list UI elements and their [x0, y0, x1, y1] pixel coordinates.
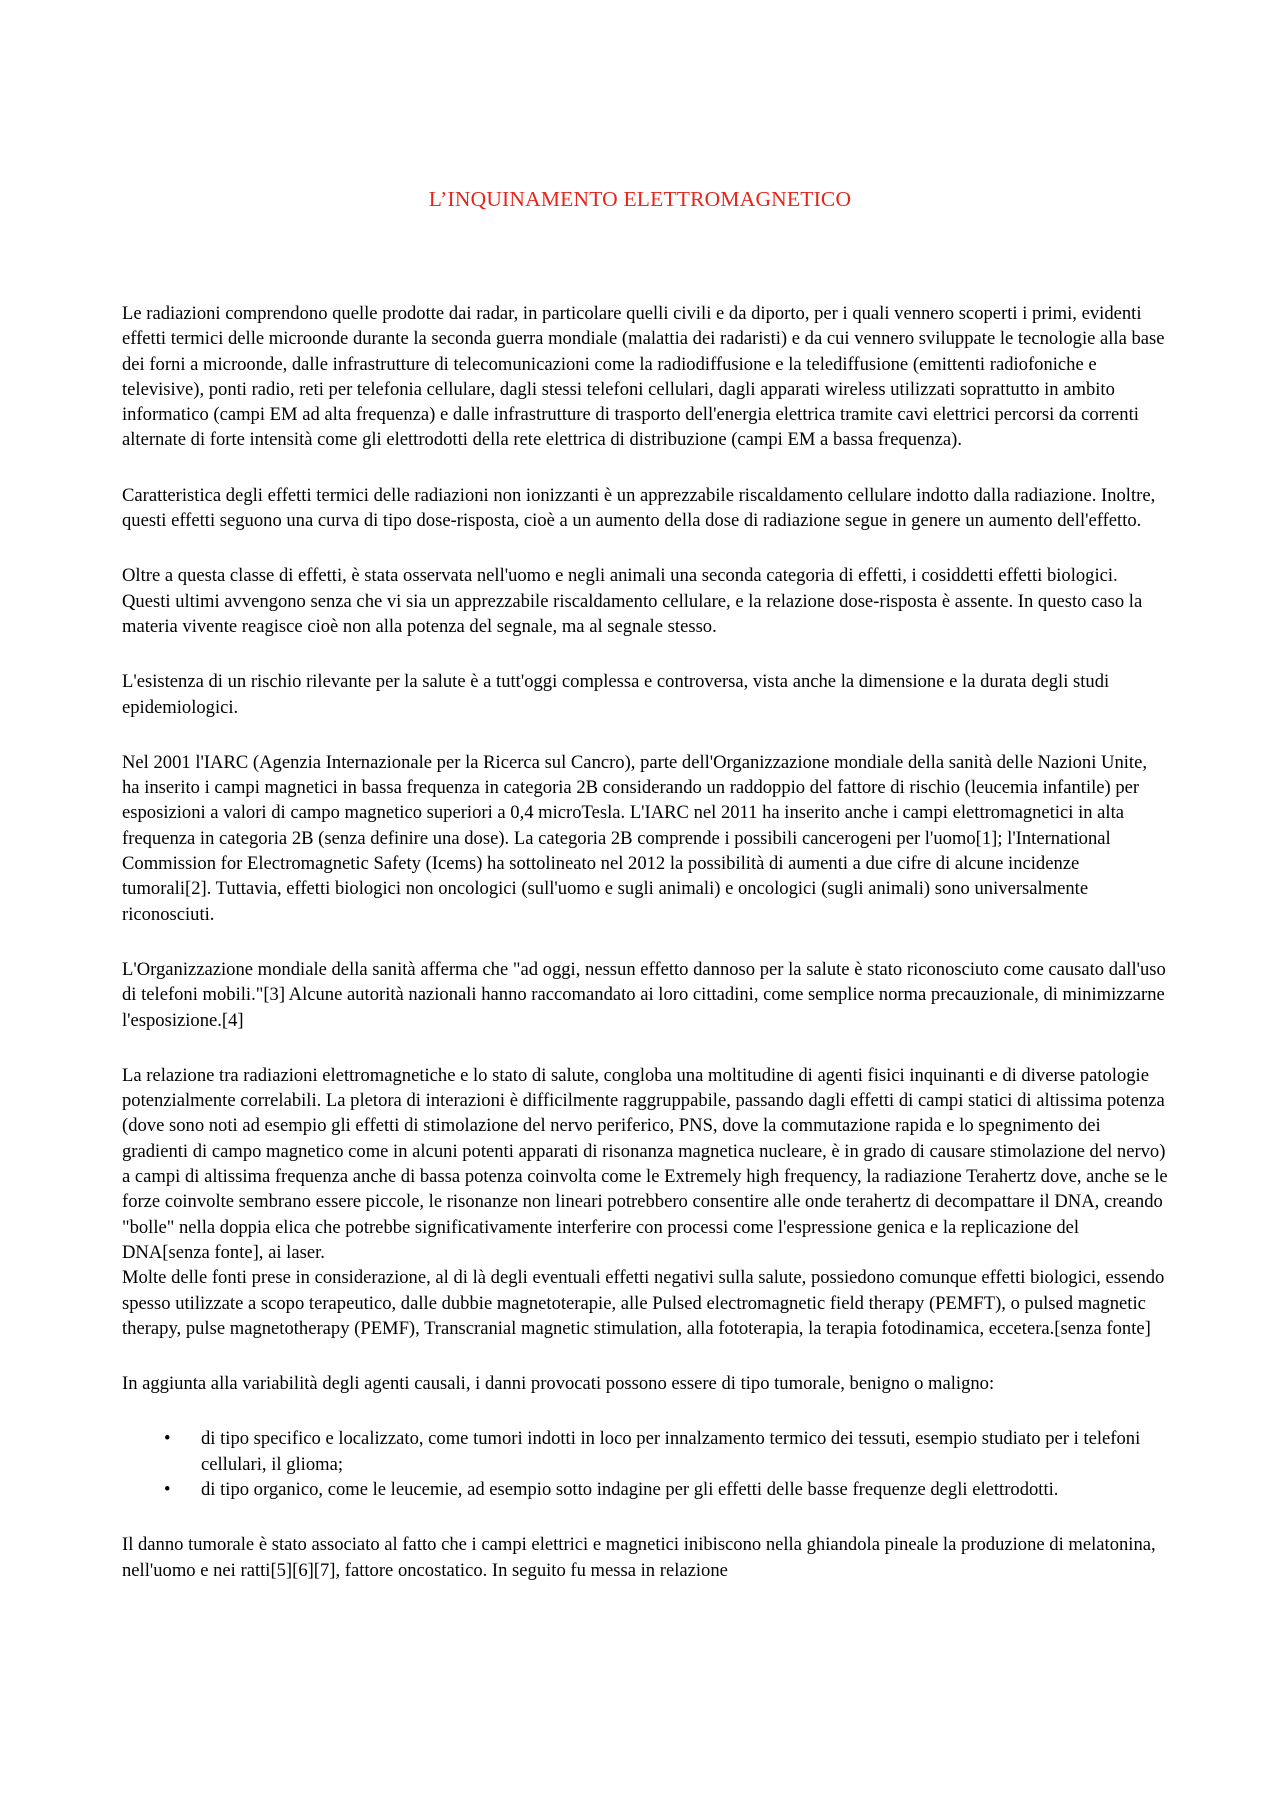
paragraph-biological-effects: Oltre a questa classe di effetti, è stata osservata nell'uomo e negli animali una seconda categoria di effetti, i cosiddetti effetti biologici. Questi ultimi avvengono senza che vi sia un apprezzabile riscaldamento cellulare, e la relazione dose-risposta è assente. In questo caso la materia vivente reagisce cioè non alla potenza del segnale, ma al segnale stesso.: [122, 565, 1143, 637]
bullet-icon: •: [164, 1478, 171, 1500]
list-item: [122, 1426, 1168, 1477]
paragraph-iarc: Nel 2001 l'IARC (Agenzia Internazionale per la Ricerca sul Cancro), parte dell'Organizzazione mondiale della sanità delle Nazioni Unite, ha inserito i campi magnetici in bassa frequenza in categoria 2B considerando un raddoppio del fattore di rischio (leucemia infantile) per esposizioni a valori di campo magnetico superiori a 0,4 microTesla. L'IARC nel 2011 ha inserito anche i campi elettromagnetici in alta frequenza in categoria 2B (senza definire una dose). La categoria 2B comprende i possibili cancerogeni per l'uomo[1]; l'International Commission for Electromagnetic Safety (Icems) ha sottolineato nel 2012 la possibilità di aumenti a due cifre di alcune incidenze tumorali[2]. Tuttavia, effetti biologici non oncologici (sull'uomo e sugli animali) e oncologici (sugli animali) sono universalmente riconosciuti.: [122, 751, 1147, 925]
paragraph-who: L'Organizzazione mondiale della sanità afferma che "ad oggi, nessun effetto dannoso per la salute è stato riconosciuto come causato dall'uso di telefoni mobili."[3] Alcune autorità nazionali hanno raccomandato ai loro cittadini, come semplice norma precauzionale, di minimizzarne l'esposizione.[4]: [122, 958, 1166, 1031]
damage-list: [122, 1426, 1168, 1502]
bullet-icon: •: [164, 1428, 171, 1450]
page-title: L’INQUINAMENTO ELETTROMAGNETICO: [428, 187, 852, 211]
paragraph-damage-intro: In aggiunta alla variabilità degli agenti causali, i danni provocati possono essere di tipo tumorale, benigno o maligno:: [122, 1373, 995, 1395]
document-body: [122, 301, 1168, 1613]
paragraph-therapeutic-use: Molte delle fonti prese in considerazione, al di là degli eventuali effetti negativi sulla salute, possiedono comunque effetti biologici, essendo spesso utilizzate a scopo terapeutico, dalle dubbie magnetoterapie, alle Pulsed electromagnetic field therapy (PEMFT), o pulsed magnetic therapy, pulse magnetotherapy (PEMF), Transcranial magnetic stimulation, alla fototerapia, la terapia fotodinamica, eccetera.[senza fonte]: [122, 1267, 1165, 1339]
paragraph-melatonin: Il danno tumorale è stato associato al fatto che i campi elettrici e magnetici inibiscono nella ghiandola pineale la produzione di melatonina, nell'uomo e nei ratti[5][6][7], fattore oncostatico. In seguito fu messa in relazione: [122, 1534, 1156, 1581]
list-item: [122, 1477, 1168, 1502]
paragraph-thermal-effects: Caratteristica degli effetti termici delle radiazioni non ionizzanti è un apprezzabile riscaldamento cellulare indotto dalla radiazione. Inoltre, questi effetti seguono una curva di tipo dose-risposta, cioè a un aumento della dose di radiazione segue in genere un aumento dell'effetto.: [122, 484, 1156, 532]
list-item-text: di tipo organico, come le leucemie, ad esempio sotto indagine per gli effetti delle basse frequenze degli elettrodotti.: [201, 1478, 1059, 1500]
list-item-text: di tipo specifico e localizzato, come tumori indotti in loco per innalzamento termico dei tessuti, esempio studiato per i telefoni cellulari, il glioma;: [201, 1428, 1141, 1475]
paragraph-health-relation: La relazione tra radiazioni elettromagnetiche e lo stato di salute, congloba una moltitudine di agenti fisici inquinanti e di diverse patologie potenzialmente correlabili. La pletora di interazioni è difficilmente raggruppabile, passando dagli effetti di campi statici di altissima potenza (dove sono noti ad esempio gli effetti di stimolazione del nervo periferico, PNS, dove la commutazione rapida e lo spegnimento dei gradienti di campo magnetico come in alcuni potenti apparati di risonanza magnetica nucleare, è in grado di causare stimolazione del nervo) a campi di altissima frequenza anche di bassa potenza coinvolta come le Extremely high frequency, la radiazione Terahertz dove, anche se le forze coinvolte sembrano essere piccole, le risonanze non lineari potrebbero consentire alle onde terahertz di decompattare il DNA, creando "bolle" nella doppia elica che potrebbe significativamente interferire con processi come l'espressione genica e la replicazione del DNA[senza fonte], ai laser.: [122, 1064, 1168, 1263]
paragraph-radiation-sources: Le radiazioni comprendono quelle prodotte dai radar, in particolare quelli civili e da diporto, per i quali vennero scoperti i primi, evidenti effetti termici delle microonde durante la seconda guerra mondiale (malattia dei radaristi) e da cui vennero sviluppate le tecnologie alla base dei forni a microonde, dalle infrastrutture di telecomunicazioni come la radiodiffusione e la telediffusione (emittenti radiofoniche e televisive), ponti radio, reti per telefonia cellulare, dagli stessi telefoni cellulari, dagli apparati wireless utilizzati soprattutto in ambito informatico (campi EM ad alta frequenza) e dalle infrastrutture di trasporto dell'energia elettrica tramite cavi elettrici percorsi da correnti alternate di forte intensità come gli elettrodotti della rete elettrica di distribuzione (campi EM a bassa frequenza).: [122, 303, 1165, 451]
paragraph-health-risk: L'esistenza di un rischio rilevante per la salute è a tutt'oggi complessa e controversa, vista anche la dimensione e la durata degli studi epidemiologici.: [122, 671, 1110, 718]
